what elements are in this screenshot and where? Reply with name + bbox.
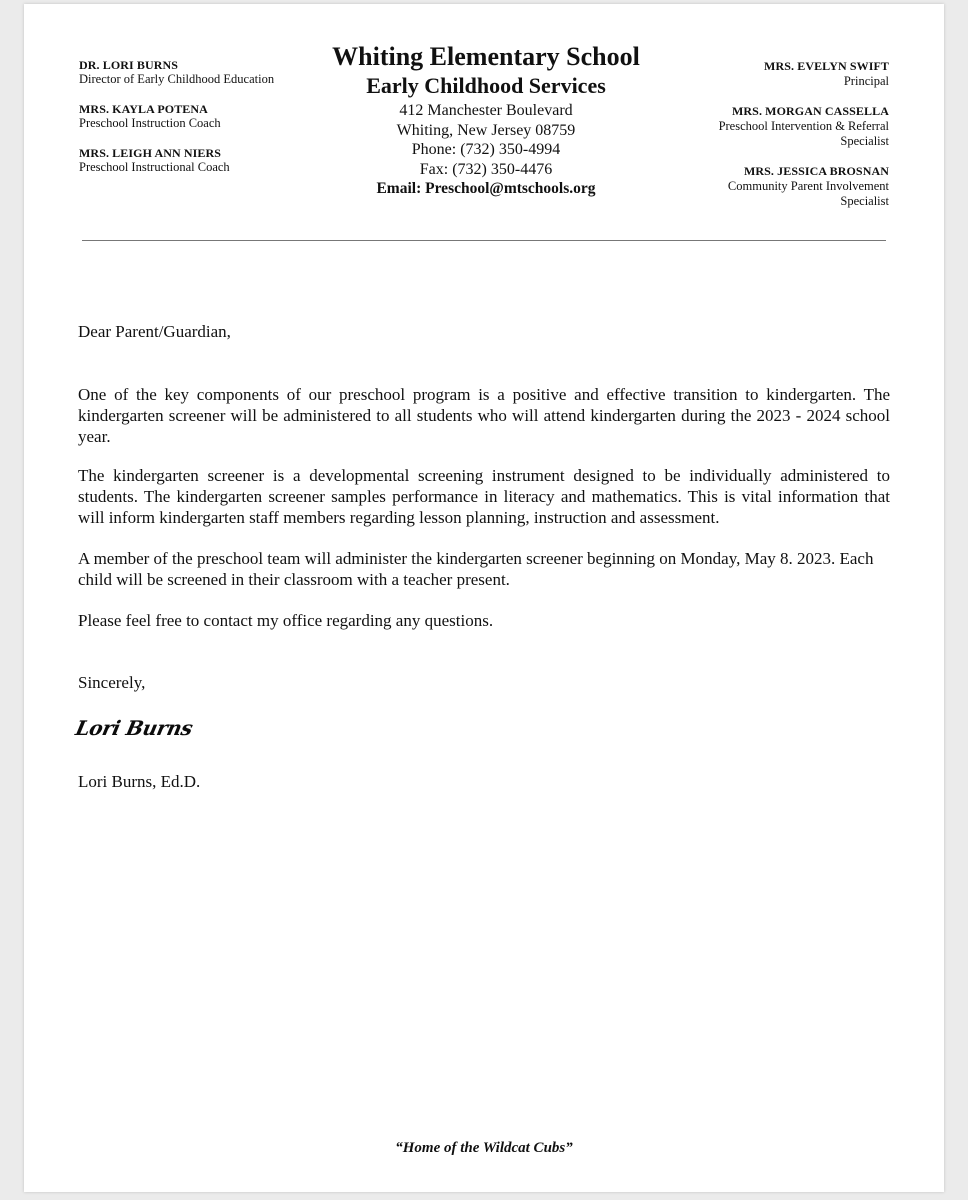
closing: Sincerely, xyxy=(78,673,146,692)
letterhead xyxy=(282,42,690,198)
staff-name: MRS. JESSICA BROSNAN xyxy=(743,164,889,178)
handwritten-signature: Lori Burns xyxy=(73,716,195,740)
staff-name: MRS. MORGAN CASSELLA xyxy=(731,104,889,118)
body-paragraph: One of the key components of our preschool program is a positive and effective transition to kindergarten. The kindergarten screener will be administered to all students who will attend kindergarten during the 2023 - 2024 school year. xyxy=(78,385,890,446)
staff-entry xyxy=(649,163,889,209)
staff-title-continued: Specialist xyxy=(840,134,889,148)
footer-motto: “Home of the Wildcat Cubs” xyxy=(395,1140,573,1156)
school-name: Whiting Elementary School xyxy=(332,42,640,71)
department-name: Early Childhood Services xyxy=(366,73,606,98)
staff-title: Preschool Instructional Coach xyxy=(79,160,230,174)
email-line: Email: Preschool@mtschools.org xyxy=(376,180,596,197)
staff-title: Principal xyxy=(843,74,889,88)
staff-title: Director of Early Childhood Education xyxy=(79,72,275,86)
letter-page xyxy=(24,4,944,1192)
staff-name: MRS. KAYLA POTENA xyxy=(79,102,208,116)
salutation: Dear Parent/Guardian, xyxy=(78,322,231,341)
address-line: 412 Manchester Boulevard xyxy=(399,102,573,119)
staff-name: MRS. LEIGH ANN NIERS xyxy=(79,146,222,160)
staff-title-continued: Specialist xyxy=(840,194,889,208)
body-paragraph: A member of the preschool team will administer the kindergarten screener beginning on Monday, May 8. 2023. Each child will be screened in their classroom with a teacher present. xyxy=(78,549,874,589)
staff-title: Preschool Instruction Coach xyxy=(79,116,221,130)
city-line: Whiting, New Jersey 08759 xyxy=(396,121,576,139)
staff-title: Community Parent Involvement xyxy=(727,179,889,193)
phone-line: Phone: (732) 350-4994 xyxy=(411,141,561,158)
staff-list-right xyxy=(649,58,889,223)
staff-entry xyxy=(649,103,889,149)
staff-entry xyxy=(649,58,889,89)
body-paragraph: The kindergarten screener is a developmental screening instrument designed to be individually administered to students. The kindergarten screener samples performance in literacy and mathematics. This is vital information that will inform kindergarten staff members regarding lesson planning, instruction and assessment. xyxy=(78,466,890,527)
signer-name: Lori Burns, Ed.D. xyxy=(78,772,201,791)
staff-title: Preschool Intervention & Referral xyxy=(718,119,889,133)
header-divider xyxy=(82,240,886,241)
staff-name: DR. LORI BURNS xyxy=(79,58,179,72)
body-paragraph: Please feel free to contact my office regarding any questions. xyxy=(78,611,494,630)
staff-name: MRS. EVELYN SWIFT xyxy=(764,59,889,73)
fax-line: Fax: (732) 350-4476 xyxy=(419,160,553,178)
